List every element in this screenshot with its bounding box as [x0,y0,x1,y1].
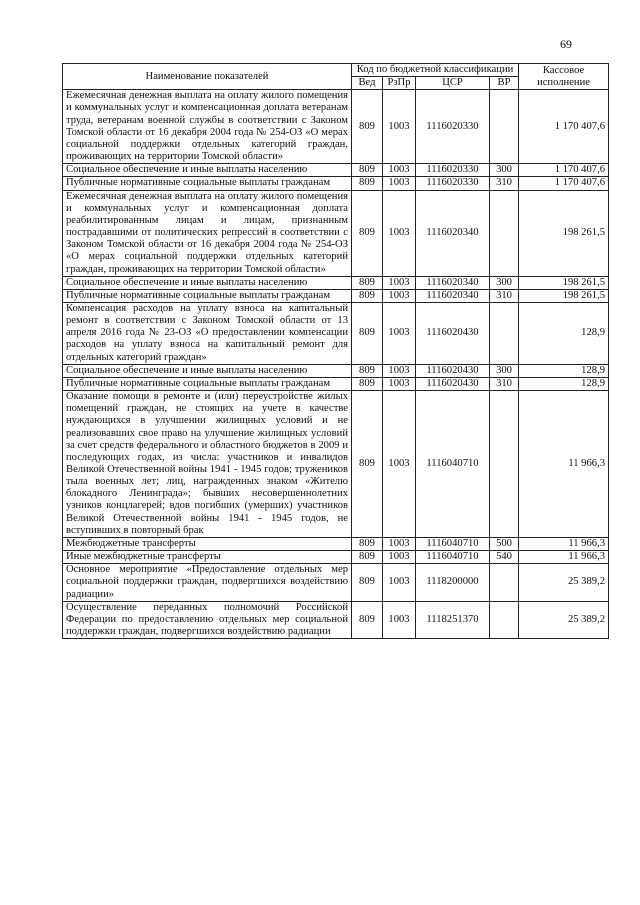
row-ved: 809 [352,391,383,538]
row-cash-execution: 128,9 [519,302,609,364]
row-csr: 1116040710 [416,537,490,550]
table-row [63,564,609,601]
header-rzpr: РзПр [383,77,416,90]
row-vr: 310 [490,289,519,302]
row-csr: 1116020430 [416,377,490,390]
row-ved: 809 [352,551,383,564]
header-vr: ВР [490,77,519,90]
row-vr [490,190,519,276]
table-row [63,302,609,364]
row-csr: 1118200000 [416,564,490,601]
row-rzpr: 1003 [383,302,416,364]
row-vr [490,601,519,638]
row-cash-execution: 1 170 407,6 [519,164,609,177]
row-rzpr: 1003 [383,289,416,302]
row-rzpr: 1003 [383,164,416,177]
row-vr: 500 [490,537,519,550]
row-rzpr: 1003 [383,564,416,601]
row-ved: 809 [352,90,383,164]
row-csr: 1116040710 [416,551,490,564]
header-budget-code: Код по бюджетной классификации [352,64,519,77]
row-cash-execution: 25 389,2 [519,601,609,638]
row-csr: 1116020330 [416,164,490,177]
row-ved: 809 [352,364,383,377]
row-rzpr: 1003 [383,601,416,638]
row-cash-execution: 11 966,3 [519,391,609,538]
row-ved: 809 [352,302,383,364]
row-indicator-name: Компенсация расходов на уплату взноса на капитальный ремонт в соответствии с Законом Томской области от 13 апреля 2016 года № 23-ОЗ «О предоставлении компенсации расходов на уплату взноса на капитальный ремонт для отдельных категорий граждан» [63,302,352,364]
row-ved: 809 [352,276,383,289]
table-row [63,276,609,289]
table-row [63,391,609,538]
row-rzpr: 1003 [383,377,416,390]
row-vr [490,391,519,538]
row-vr [490,302,519,364]
row-cash-execution: 198 261,5 [519,289,609,302]
row-ved: 809 [352,601,383,638]
row-rzpr: 1003 [383,364,416,377]
table-row [63,90,609,164]
table-body [63,90,609,639]
row-csr: 1116020340 [416,190,490,276]
row-rzpr: 1003 [383,276,416,289]
row-rzpr: 1003 [383,190,416,276]
row-rzpr: 1003 [383,551,416,564]
row-ved: 809 [352,289,383,302]
header-csr: ЦСР [416,77,490,90]
row-csr: 1116020330 [416,90,490,164]
row-indicator-name: Публичные нормативные социальные выплаты гражданам [63,377,352,390]
row-vr [490,90,519,164]
table-row [63,364,609,377]
row-indicator-name: Публичные нормативные социальные выплаты гражданам [63,177,352,190]
row-cash-execution: 128,9 [519,364,609,377]
row-rzpr: 1003 [383,90,416,164]
row-rzpr: 1003 [383,177,416,190]
header-ved: Вед [352,77,383,90]
row-vr: 300 [490,276,519,289]
row-cash-execution: 1 170 407,6 [519,177,609,190]
row-csr: 1116020330 [416,177,490,190]
row-indicator-name: Социальное обеспечение и иные выплаты населению [63,164,352,177]
table-row [63,289,609,302]
row-indicator-name: Иные межбюджетные трансферты [63,551,352,564]
row-indicator-name: Ежемесячная денежная выплата на оплату жилого помещения и коммунальных услуг и компенсационная доплата ветеранам труда, ветеранам военной службы в соответствии с Законом Томской области от 16 декабря 2004 года № 254-ОЗ «О мерах социальной поддержки отдельных категорий граждан, проживающих на территории Томской области» [63,90,352,164]
row-indicator-name: Оказание помощи в ремонте и (или) переустройстве жилых помещений граждан, не стоящих на учете в качестве нуждающихся в улучшении жилищных условий и не реализовавших свое право на улучшение жилищных условий за счет средств федерального и областного бюджетов в 2009 и последующих годах, из числа: участников и инвалидов Великой Отечественной войны 1941 - 1945 годов; тружеников тыла военных лет; лиц, награжденных знаком «Жителю блокадного Ленинграда»; бывших несовершеннолетних узников концлагерей; вдов погибших (умерших) участников Великой Отечественной войны 1941 - 1945 годов, не вступивших в повторный брак [63,391,352,538]
row-csr: 1118251370 [416,601,490,638]
row-ved: 809 [352,190,383,276]
row-cash-execution: 1 170 407,6 [519,90,609,164]
row-cash-execution: 25 389,2 [519,564,609,601]
row-indicator-name: Социальное обеспечение и иные выплаты населению [63,364,352,377]
row-ved: 809 [352,537,383,550]
row-indicator-name: Основное мероприятие «Предоставление отдельных мер социальной поддержки граждан, подвергшихся воздействию радиации» [63,564,352,601]
table-row [63,377,609,390]
row-cash-execution: 128,9 [519,377,609,390]
table-row [63,177,609,190]
row-cash-execution: 198 261,5 [519,276,609,289]
row-vr: 300 [490,164,519,177]
row-ved: 809 [352,377,383,390]
budget-execution-table [62,63,609,639]
table-header [63,64,609,90]
row-ved: 809 [352,164,383,177]
row-vr: 300 [490,364,519,377]
row-cash-execution: 198 261,5 [519,190,609,276]
header-indicator-name: Наименование показателей [63,64,352,90]
row-rzpr: 1003 [383,537,416,550]
table-row [63,551,609,564]
row-rzpr: 1003 [383,391,416,538]
row-indicator-name: Ежемесячная денежная выплата на оплату жилого помещения и коммунальных услуг и компенсационная доплата реабилитированным лицам и лицам, признанным пострадавшими от политических репрессий в соответствии с Законом Томской области от 16 декабря 2004 года № 254-ОЗ «О мерах социальной поддержки отдельных категорий граждан, проживающих на территории Томской области» [63,190,352,276]
row-csr: 1116040710 [416,391,490,538]
table-row [63,190,609,276]
row-indicator-name: Межбюджетные трансферты [63,537,352,550]
row-indicator-name: Осуществление переданных полномочий Российской Федерации по предоставлению отдельных мер социальной поддержки граждан, подвергшихся воздействию радиации [63,601,352,638]
row-vr: 310 [490,177,519,190]
row-csr: 1116020430 [416,302,490,364]
table-row [63,164,609,177]
row-indicator-name: Публичные нормативные социальные выплаты гражданам [63,289,352,302]
row-cash-execution: 11 966,3 [519,551,609,564]
row-indicator-name: Социальное обеспечение и иные выплаты населению [63,276,352,289]
header-cash-execution: Кассовое исполнение [519,64,609,90]
row-cash-execution: 11 966,3 [519,537,609,550]
page-number: 69 [560,37,572,51]
row-vr: 310 [490,377,519,390]
row-csr: 1116020340 [416,289,490,302]
row-ved: 809 [352,177,383,190]
row-vr [490,564,519,601]
row-csr: 1116020340 [416,276,490,289]
table-row [63,537,609,550]
row-vr: 540 [490,551,519,564]
row-csr: 1116020430 [416,364,490,377]
table-row [63,601,609,638]
row-ved: 809 [352,564,383,601]
